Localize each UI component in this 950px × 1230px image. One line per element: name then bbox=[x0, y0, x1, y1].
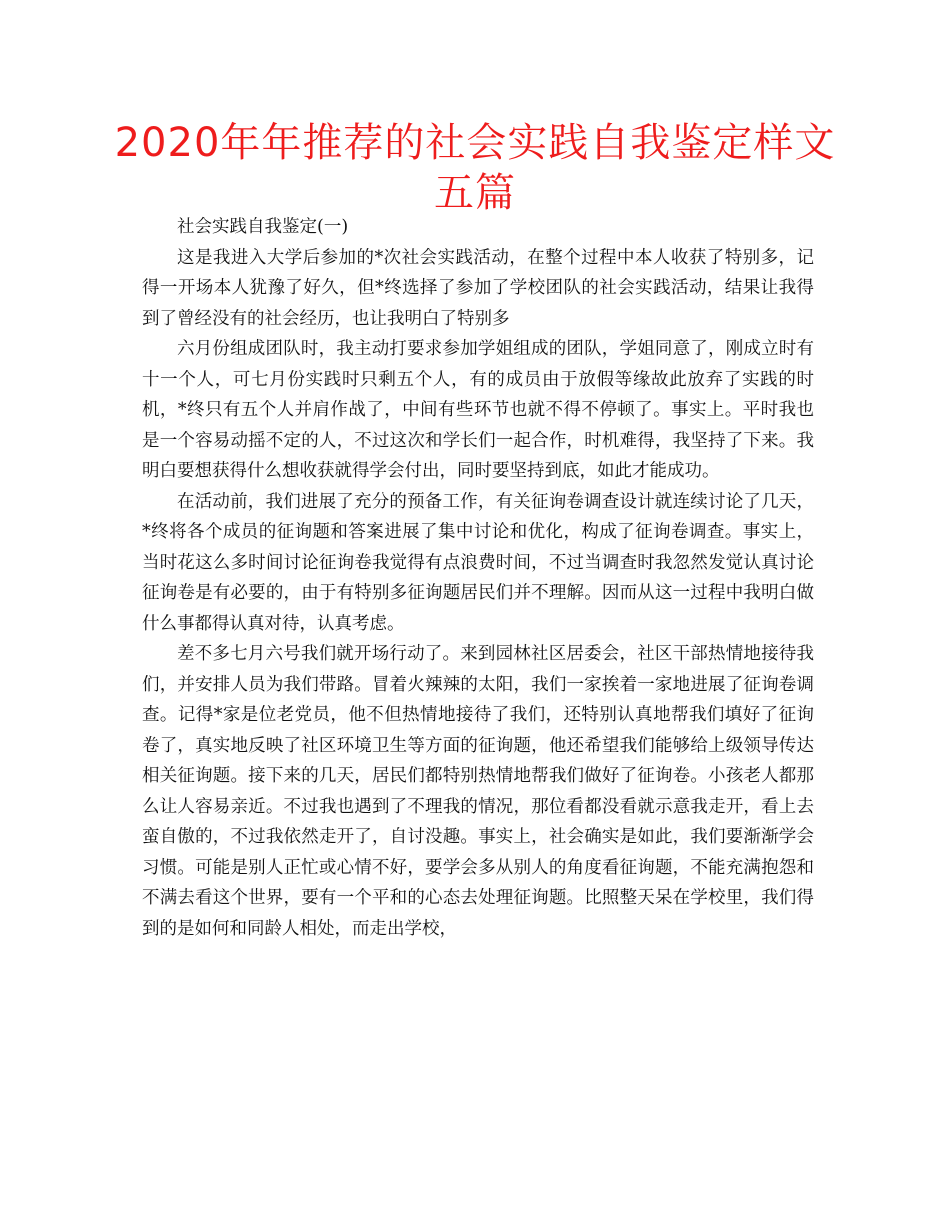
paragraph-1: 这是我进入大学后参加的*次社会实践活动，在整个过程中本人收获了特别多，记得一开场本人犹豫了好久，但*终选择了参加了学校团队的社会实践活动，结果让我得到了曾经没有的社会经历，也让我明白了特别多 bbox=[142, 247, 814, 329]
section-heading: 社会实践自我鉴定(一) bbox=[177, 217, 349, 237]
document-body bbox=[142, 212, 814, 944]
paragraph-3: 在活动前，我们进展了充分的预备工作，有关征询卷调查设计就连续讨论了几天，*终将各个成员的征询题和答案进展了集中讨论和优化，构成了征询卷调查。事实上，当时花这么多时间讨论征询卷我觉得有点浪费时间，不过当调查时我忽然发觉认真讨论征询卷是有必要的，由于有特别多征询题居民们并不理解。因而从这一过程中我明白做什么事都得认真对待，认真考虑。 bbox=[142, 491, 814, 634]
paragraph-2: 六月份组成团队时，我主动打要求参加学姐组成的团队，学姐同意了，刚成立时有十一个人，可七月份实践时只剩五个人，有的成员由于放假等缘故此放弃了实践的时机，*终只有五个人并肩作战了，中间有些环节也就不得不停顿了。事实上。平时我也是一个容易动摇不定的人，不过这次和学长们一起合作，时机难得，我坚持了下来。我明白要想获得什么想收获就得学会付出，同时要坚持到底，如此才能成功。 bbox=[142, 339, 814, 481]
document-title: 2020年年推荐的社会实践自我鉴定样文五篇 bbox=[114, 120, 836, 216]
paragraph-4: 差不多七月六号我们就开场行动了。来到园林社区居委会，社区干部热情地接待我们，并安排人员为我们带路。冒着火辣辣的太阳，我们一家挨着一家地进展了征询卷调查。记得*家是位老党员，他不但热情地接待了我们，还特别认真地帮我们填好了征询卷了，真实地反映了社区环境卫生等方面的征询题，他还希望我们能够给上级领导传达相关征询题。接下来的几天，居民们都特别热情地帮我们做好了征询卷。小孩老人都那么让人容易亲近。不过我也遇到了不理我的情况，那位看都没看就示意我走开，看上去蛮自傲的，不过我依然走开了，自讨没趣。事实上，社会确实是如此，我们要渐渐学会习惯。可能是别人正忙或心情不好，要学会多从别人的角度看征询题，不能充满抱怨和不满去看这个世界，要有一个平和的心态去处理征询题。比照整天呆在学校里，我们得到的是如何和同龄人相处，而走出学校， bbox=[142, 644, 814, 939]
